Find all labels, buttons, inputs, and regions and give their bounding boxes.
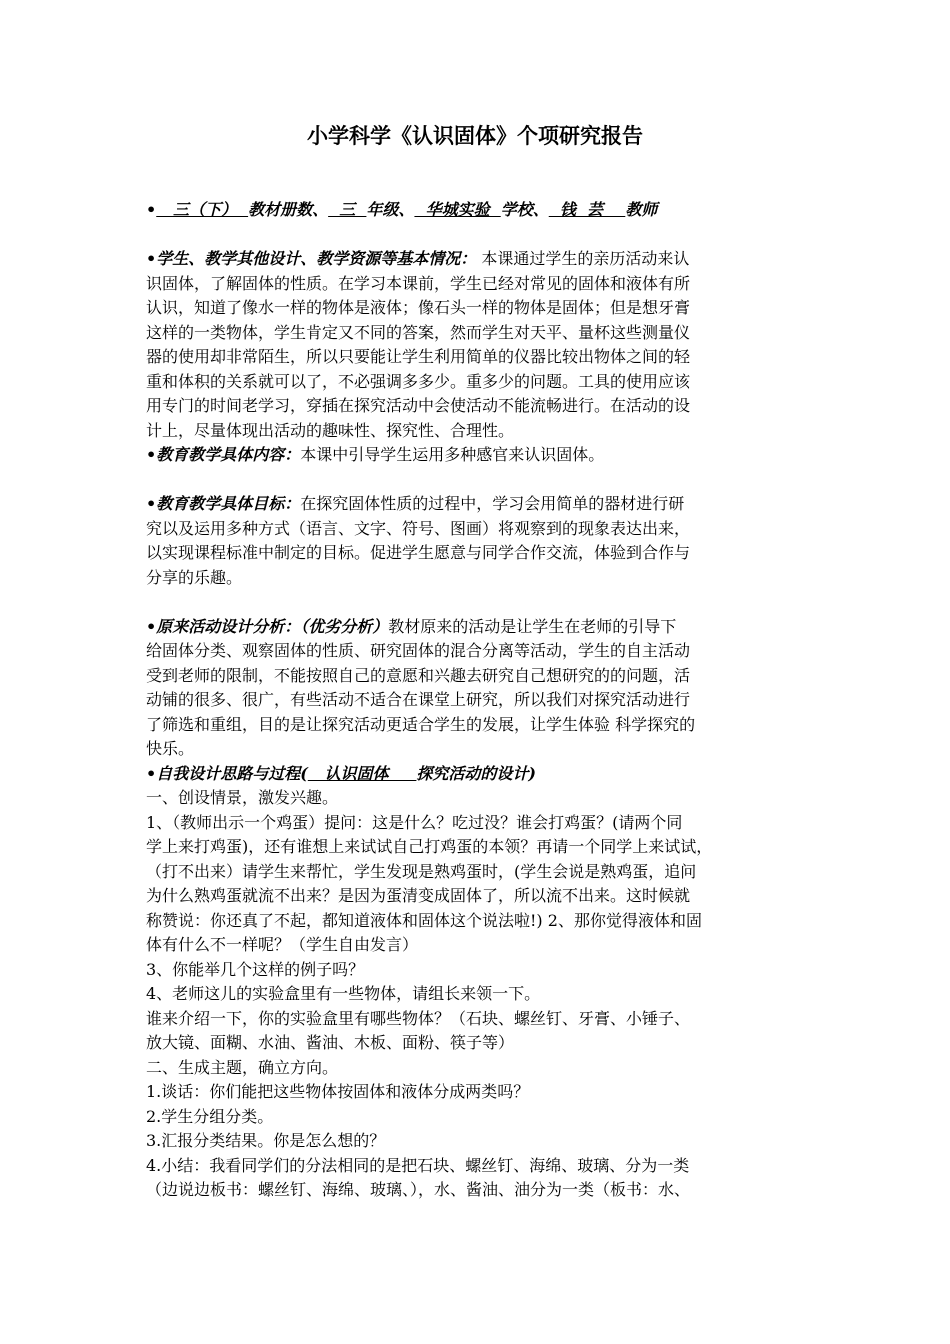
document-title: 小学科学《认识固体》个项研究报告 [307, 124, 643, 148]
section-analysis-first-line [146, 615, 806, 640]
heading-suffix: 探究活动的设计) [416, 763, 536, 783]
section-design-heading [146, 762, 806, 787]
section-heading: •原来活动设计分析：（优劣分析） [146, 616, 389, 636]
heading-topic: 认识固体 [307, 763, 417, 783]
paragraph-text: 本课中引导学生运用多种感官来认识固体。 [300, 445, 605, 464]
header-line [146, 198, 806, 223]
grade-value: 三 [328, 200, 367, 219]
bullet: • [146, 200, 157, 219]
section-basic-first-line [146, 247, 806, 272]
paragraph-line: 计上，尽量体现出活动的趣味性、探究性、合理性。 [146, 420, 515, 440]
paragraph-line: 4.小结：我看同学们的分法相同的是把石块、螺丝钉、海绵、玻璃、分为一类 [146, 1155, 690, 1175]
paragraph-line: （边说边板书：螺丝钉、海绵、玻璃、），水、酱油、油分为一类（板书：水、 [146, 1180, 691, 1199]
section-goals-first-line [146, 492, 806, 517]
paragraph-line: 快乐。 [146, 739, 195, 758]
paragraph-line: 为什么熟鸡蛋就流不出来？是因为蛋清变成固体了，所以流不出来。这时候就 [146, 886, 691, 905]
paragraph-line: 认识，知道了像水一样的物体是液体；像石头一样的物体是固体；但是想牙膏 [146, 298, 691, 317]
paragraph-line: 3、你能举几个这样的例子吗？ [146, 959, 365, 979]
document-body [146, 198, 806, 1203]
paragraph-line: 这样的一类物体，学生肯定又不同的答案，然而学生对天平、量杯这些测量仪 [146, 322, 691, 342]
paragraph-line: 分享的乐趣。 [146, 567, 243, 587]
paragraph-text: 教材原来的活动是让学生在老师的引导下 [388, 616, 677, 636]
paragraph-line: 动铺的很多、很广，有些活动不适合在课堂上研究，所以我们对探究活动进行 [146, 690, 691, 709]
paragraph-line: 一、创设情景，激发兴趣。 [146, 788, 339, 807]
paragraph-line: 器的使用却非常陌生，所以只要能让学生利用简单的仪器比较出物体之间的轻 [146, 347, 691, 366]
paragraph-line: 放大镜、面糊、水油、酱油、木板、面粉、筷子等） [146, 1033, 515, 1052]
paragraph-line: 究以及运用多种方式（语言、文字、符号、图画）将观察到的现象表达出来， [146, 518, 691, 538]
book-label: 教材册数、 [248, 200, 329, 219]
paragraph-line: 二、生成主题，确立方向。 [146, 1057, 339, 1077]
paragraph-line: 1.谈话：你们能把这些物体按固体和液体分成两类吗？ [146, 1082, 530, 1101]
paragraph-line: 给固体分类、观察固体的性质、研究固体的混合分离等活动，学生的自主活动 [146, 641, 691, 660]
heading-prefix: •自我设计思路与过程( [146, 763, 308, 783]
book-volume: 三（下） [156, 200, 249, 219]
school-value: 华城实验 [414, 200, 501, 219]
school-label: 学校、 [500, 200, 549, 219]
paragraph-line: 4、老师这儿的实验盒里有一些物体，请组长来领一下。 [146, 984, 541, 1003]
paragraph-text: 本课通过学生的亲历活动来认 [476, 249, 690, 268]
section-heading: •学生、教学其他设计、教学资源等基本情况： [146, 249, 477, 268]
paragraph-line: 重和体积的关系就可以了，不必强调多多少。重多少的问题。工具的使用应该 [146, 371, 691, 391]
paragraph-text: 在探究固体性质的过程中，学习会用简单的器材进行研 [300, 494, 685, 513]
paragraph-line: 称赞说：你还真了不起，都知道液体和固体这个说法啦!) 2、那你觉得液体和固 [146, 910, 702, 930]
paragraph-line: 学上来打鸡蛋)，还有谁想上来试试自己打鸡蛋的本领？再请一个同学上来试试， [146, 837, 713, 856]
paragraph-line: （打不出来）请学生来帮忙，学生发现是熟鸡蛋时，(学生会说是熟鸡蛋，追问 [146, 861, 697, 881]
paragraph-line: 用专门的时间老学习，穿插在探究活动中会使活动不能流畅进行。在活动的设 [146, 396, 691, 415]
teacher-label: 教师 [625, 200, 658, 219]
paragraph-line: 1、（教师出示一个鸡蛋）提问：这是什么？吃过没？谁会打鸡蛋？(请两个同 [146, 812, 683, 832]
paragraph-line: 识固体，了解固体的性质。在学习本课前，学生已经对常见的固体和液体有所 [146, 273, 691, 293]
paragraph-line: 3.汇报分类结果。你是怎么想的？ [146, 1131, 386, 1150]
paragraph-line: 以实现课程标准中制定的目标。促进学生愿意与同学合作交流，体验到合作与 [146, 543, 691, 562]
paragraph-line: 体有什么不一样呢？（学生自由发言） [146, 935, 419, 954]
section-content-line [146, 443, 806, 468]
paragraph-line: 谁来介绍一下，你的实验盒里有哪些物体？（石块、螺丝钉、牙膏、小锤子、 [146, 1008, 691, 1028]
grade-label: 年级、 [366, 200, 415, 219]
section-heading: •教育教学具体内容： [146, 445, 301, 464]
teacher-value: 钱 芸 [548, 200, 626, 219]
paragraph-line: 2.学生分组分类。 [146, 1106, 274, 1126]
paragraph-line: 受到老师的限制，不能按照自己的意愿和兴趣去研究自己想研究的的问题，活 [146, 665, 691, 685]
paragraph-line: 了筛选和重组，目的是让探究活动更适合学生的发展，让学生体验 科学探究的 [146, 714, 696, 734]
section-heading: •教育教学具体目标： [146, 494, 301, 513]
